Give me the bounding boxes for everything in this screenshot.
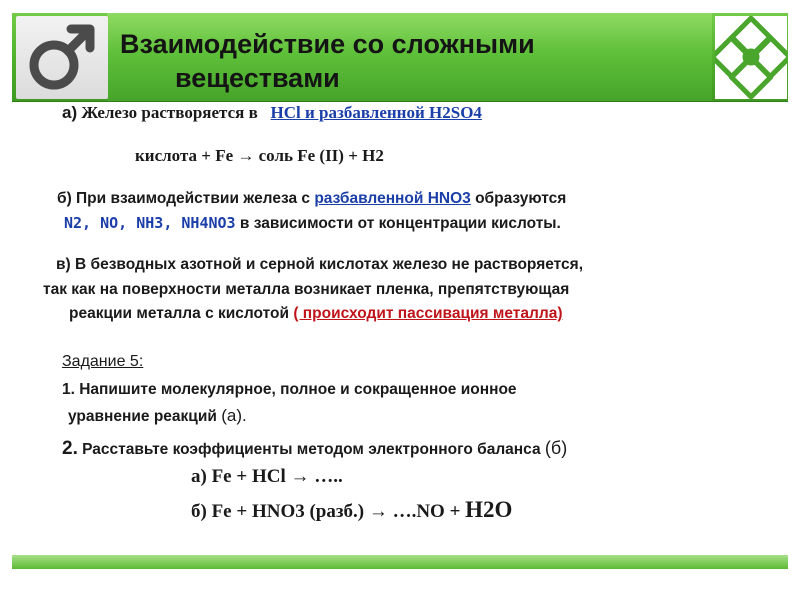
footer-bar bbox=[12, 555, 788, 569]
male-symbol-icon bbox=[16, 16, 108, 99]
task-item-1-line-2 bbox=[68, 406, 247, 426]
section-b-products: N2, NO, NH3, NH4NO3 bbox=[64, 214, 236, 232]
section-a-highlight: HCl и разбавленной H2SO4 bbox=[270, 103, 482, 122]
task-item-1-text: уравнение реакций bbox=[68, 408, 217, 425]
equation-b-water: H2O bbox=[465, 497, 513, 522]
task-item-1-line-1: 1. Напишите молекулярное, полное и сокращенное ионное bbox=[62, 381, 517, 398]
section-c-line-3-prefix: реакции металла с кислотой bbox=[69, 305, 290, 322]
emblem-box bbox=[715, 16, 787, 99]
logo-box bbox=[16, 16, 108, 99]
section-b-suffix: образуются bbox=[475, 190, 567, 207]
section-c-highlight: ( происходит пассивация металла) bbox=[293, 305, 563, 322]
task-item-2 bbox=[62, 438, 567, 460]
section-c-line-2: так как на поверхности металла возникает пленка, препятствующая bbox=[43, 281, 570, 298]
section-b-highlight: разбавленной HNO3 bbox=[314, 190, 471, 207]
section-c-line-3 bbox=[69, 305, 562, 323]
page-title bbox=[120, 27, 700, 95]
task-item-1-ref: (а). bbox=[221, 406, 247, 425]
title-line-1: Взаимодействие со сложными bbox=[120, 29, 535, 59]
task-heading: Задание 5: bbox=[62, 353, 144, 370]
section-a-text: Железо растворяется в bbox=[81, 103, 258, 122]
section-b-line-2 bbox=[64, 214, 561, 233]
task-item-2-num: 2. bbox=[62, 438, 78, 459]
section-a-line bbox=[62, 103, 482, 123]
task-item-2-ref: (б) bbox=[544, 438, 568, 458]
section-b-line-2-suffix: в зависимости от концентрации кислоты. bbox=[239, 215, 561, 232]
section-a-equation: кислота + Fe → соль Fe (II) + H2 bbox=[135, 146, 384, 165]
title-line-2: веществами bbox=[175, 63, 340, 93]
section-b-prefix: б) При взаимодействии железа с bbox=[57, 190, 310, 207]
section-a-label: а) bbox=[62, 103, 78, 122]
section-c-line-1: в) В безводных азотной и серной кислотах железо не растворяется, bbox=[56, 256, 584, 273]
celtic-knot-icon bbox=[715, 16, 787, 99]
equation-b-text: б) Fe + HNO3 (разб.) → ….NO + bbox=[191, 501, 461, 522]
task-item-2-text: Расставьте коэффициенты методом электронного баланса bbox=[82, 441, 541, 458]
equation-a: а) Fe + HCl → ….. bbox=[191, 466, 343, 487]
section-b-line-1 bbox=[57, 190, 566, 208]
equation-b bbox=[191, 497, 512, 523]
